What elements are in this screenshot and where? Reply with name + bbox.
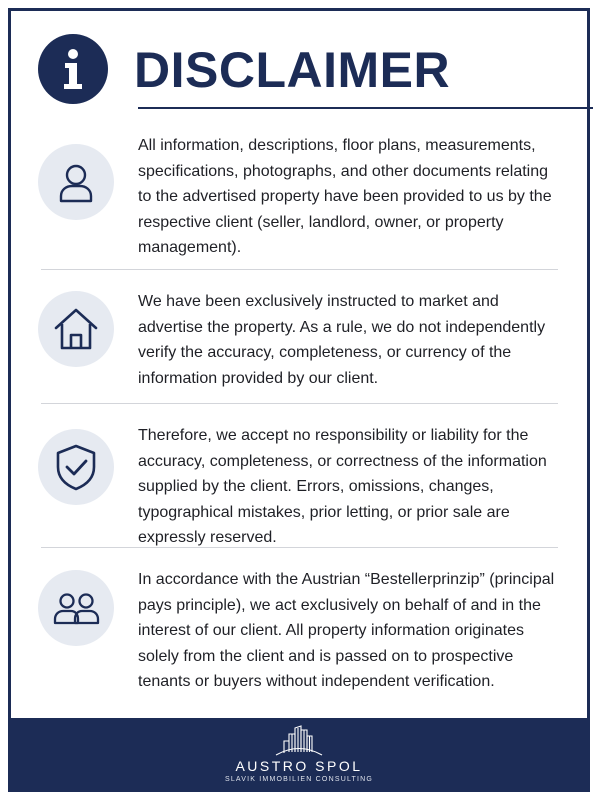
divider <box>41 547 558 548</box>
house-icon <box>38 291 114 367</box>
title-underline <box>138 107 593 109</box>
two-people-icon <box>38 570 114 646</box>
divider <box>41 403 558 404</box>
info-icon <box>38 34 108 104</box>
page-title: DISCLAIMER <box>134 42 451 98</box>
brand-tagline: SLAVIK IMMOBILIEN CONSULTING <box>224 776 374 783</box>
person-icon <box>38 144 114 220</box>
section-client-info <box>38 130 560 260</box>
brand-name: AUSTRO SPOL <box>235 758 363 774</box>
section-text: Therefore, we accept no responsibility or liability for the accuracy, completeness, or correctness of the information supplied by the client. Errors, omissions, changes, typographical mistakes, prior letting, or prior sale are expressly reserved. <box>138 427 547 546</box>
shield-check-icon <box>38 429 114 505</box>
section-text: We have been exclusively instructed to market and advertise the property. As a rule, we do not independently verify the accuracy, completeness, or currency of the information provided by our client. <box>138 293 546 387</box>
section-text: In accordance with the Austrian “Bestellerprinzip” (principal pays principle), we act exclusively on behalf of and in the interest of our client. All property information originates solely from the client and is passed on to prospective tenants or buyers without independent verification. <box>138 571 555 690</box>
header <box>38 34 560 114</box>
section-instruction <box>38 287 560 397</box>
buildings-logo-icon <box>275 724 323 761</box>
section-bestellerprinzip <box>38 565 560 705</box>
divider <box>41 269 558 270</box>
footer <box>11 718 587 789</box>
section-text: All information, descriptions, floor plans, measurements, specifications, photographs, and other documents relating to the advertised property have been provided to us by the respective client (seller, landlord, owner, or property management). <box>138 137 552 256</box>
section-liability <box>38 421 560 546</box>
